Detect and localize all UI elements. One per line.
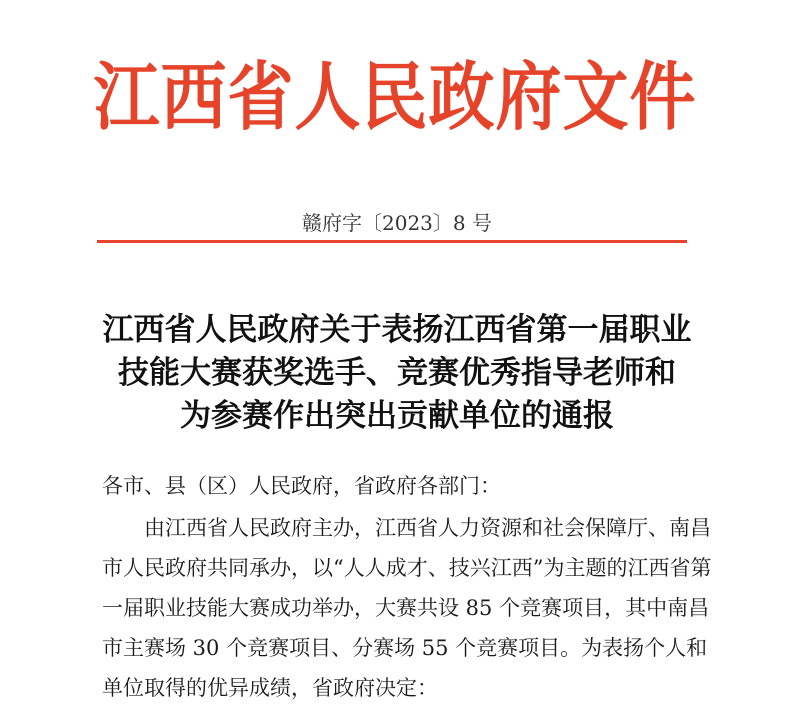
- paragraph-line: 单位取得的优异成绩，省政府决定：: [102, 676, 438, 700]
- document-number: 赣府字〔2023〕8 号: [302, 211, 492, 235]
- paragraph-line: 由江西省人民政府主办，江西省人力资源和社会保障厅、南昌: [144, 516, 711, 540]
- notice-title: [0, 309, 794, 438]
- paragraph-line: 一届职业技能大赛成功举办，大赛共设 85 个竞赛项目，其中南昌: [102, 596, 710, 620]
- red-divider-line: [97, 240, 687, 243]
- masthead-title: 江西省人民政府文件: [93, 53, 697, 140]
- salutation: 各市、县（区）人民政府，省政府各部门：: [102, 474, 501, 498]
- title-line-2: 技能大赛获奖选手、竞赛优秀指导老师和: [118, 355, 676, 391]
- title-line-3: 为参赛作出突出贡献单位的通报: [180, 398, 614, 434]
- paragraph-line: 市主赛场 30 个竞赛项目、分赛场 55 个竞赛项目。为表扬个人和: [102, 636, 708, 660]
- paragraph-line: 市人民政府共同承办，以“人人成才、技兴江西”为主题的江西省第: [102, 556, 712, 580]
- title-line-1: 江西省人民政府关于表扬江西省第一届职业: [102, 312, 692, 348]
- body-paragraph: [102, 508, 712, 708]
